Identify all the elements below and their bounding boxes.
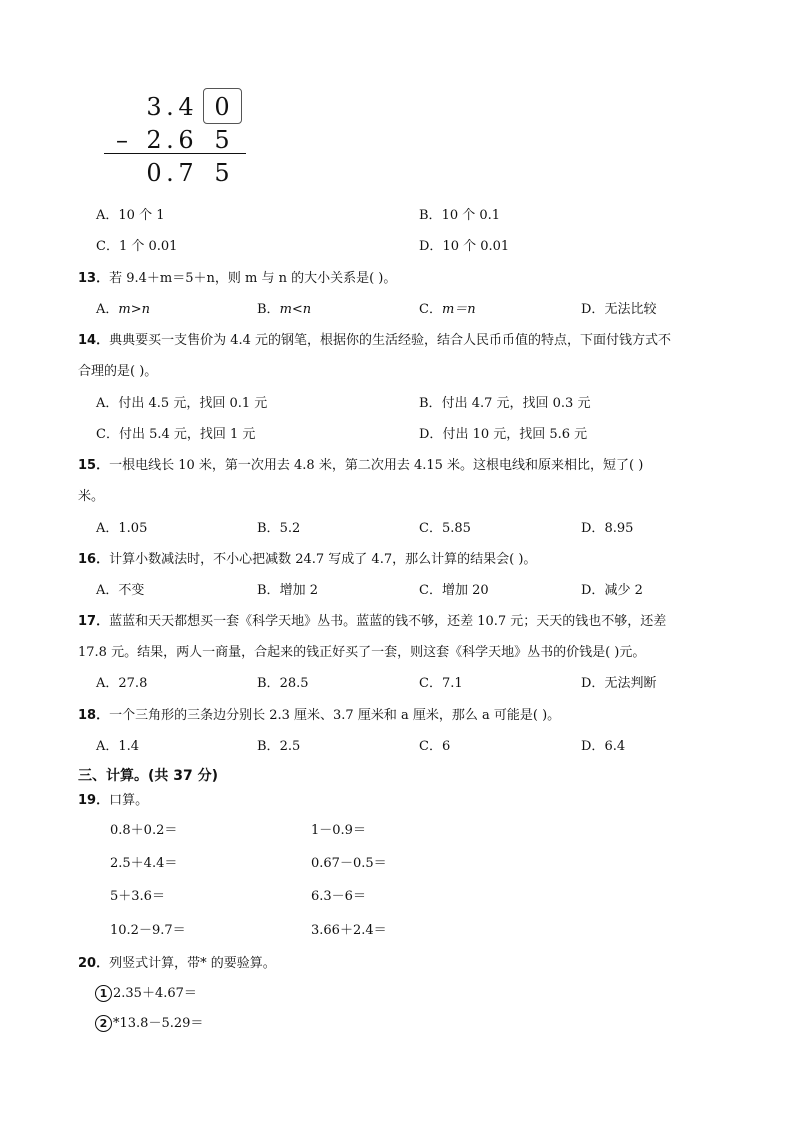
q15-stem-line1 xyxy=(78,457,643,475)
option-text: 7.1 xyxy=(441,676,463,691)
q18-option-b[interactable] xyxy=(257,738,300,756)
q17-option-a[interactable] xyxy=(96,675,147,693)
v-r1-d2: 4 xyxy=(178,93,194,121)
question-text: 一个三角形的三条边分别长 2.3 厘米、3.7 厘米和 a 厘米，那么 a 可能是( )。 xyxy=(109,708,561,723)
section-3-title: 三、计算。(共 37 分) xyxy=(78,768,219,784)
v-r3-d1: 0 xyxy=(146,159,162,187)
option-text: 8.95 xyxy=(604,521,634,536)
option-letter: D． xyxy=(581,302,605,317)
option-letter: D． xyxy=(419,427,443,442)
option-text: 无法判断 xyxy=(604,676,657,691)
q19-left-4: 10.2－9.7＝ xyxy=(110,923,186,938)
option-letter: C． xyxy=(419,583,442,598)
q19-right-2: 0.67－0.5＝ xyxy=(311,856,387,871)
circled-number-2: 2 xyxy=(95,1015,112,1032)
q19-stem xyxy=(78,792,148,810)
option-letter: A． xyxy=(96,302,119,317)
q17-option-d[interactable] xyxy=(581,675,656,693)
q19-right-4: 3.66＋2.4＝ xyxy=(311,923,387,938)
option-text: 6 xyxy=(441,739,451,754)
q14-option-c[interactable] xyxy=(96,426,255,444)
option-text: 付出 5.4 元，找回 1 元 xyxy=(118,427,256,442)
q12-option-d[interactable] xyxy=(419,238,509,256)
option-letter: C． xyxy=(419,676,442,691)
option-letter: D． xyxy=(581,583,605,598)
q12-option-c[interactable] xyxy=(96,238,177,256)
q16-option-c[interactable] xyxy=(419,582,489,600)
q18-stem xyxy=(78,707,560,725)
option-letter: D． xyxy=(581,521,605,536)
option-letter: C． xyxy=(419,739,442,754)
q20-stem xyxy=(78,955,276,973)
q14-stem-line1 xyxy=(78,332,671,350)
v-r2-d3: 5 xyxy=(214,126,230,154)
q16-option-d[interactable] xyxy=(581,582,643,600)
q14-option-a[interactable] xyxy=(96,395,267,413)
v-r2-dot: . xyxy=(166,126,174,154)
q13-option-a[interactable] xyxy=(96,301,150,319)
option-text: 无法比较 xyxy=(604,302,657,317)
q13-option-b[interactable] xyxy=(257,301,311,319)
q14-option-b[interactable] xyxy=(419,395,590,413)
item-text: *13.8－5.29＝ xyxy=(113,1016,204,1031)
q19-left-2: 2.5＋4.4＝ xyxy=(110,856,178,871)
option-text: 增加 2 xyxy=(279,583,318,598)
q17-stem-line1 xyxy=(78,613,666,631)
question-text: 典典要买一支售价为 4.4 元的钢笔，根据你的生活经验，结合人民币币值的特点，下面付钱方式不 xyxy=(109,333,672,348)
q18-option-c[interactable] xyxy=(419,738,450,756)
q20-item-2 xyxy=(95,1015,203,1033)
option-letter: B． xyxy=(257,521,280,536)
option-letter: A． xyxy=(96,676,119,691)
q16-option-a[interactable] xyxy=(96,582,144,600)
option-text: 付出 10 元，找回 5.6 元 xyxy=(442,427,588,442)
q14-option-d[interactable] xyxy=(419,426,587,444)
option-letter: A． xyxy=(96,739,119,754)
option-letter: C． xyxy=(96,239,119,254)
question-text: 若 9.4＋m＝5＋n，则 m 与 n 的大小关系是( )。 xyxy=(109,271,397,286)
option-letter: B． xyxy=(257,302,280,317)
item-text: 2.35＋4.67＝ xyxy=(113,986,197,1001)
option-text: m<n xyxy=(279,302,312,317)
q19-left-1: 0.8＋0.2＝ xyxy=(110,823,178,838)
option-letter: D． xyxy=(581,739,605,754)
q17-stem-line2: 17.8 元。结果，两人一商量，合起来的钱正好买了一套，则这套《科学天地》丛书的价钱是( )元。 xyxy=(78,645,646,660)
question-text: 口算。 xyxy=(109,793,149,808)
option-text: 28.5 xyxy=(279,676,309,691)
question-number: 13． xyxy=(78,271,110,286)
v-r2-d1: 2 xyxy=(146,126,162,154)
option-text: m>n xyxy=(118,302,150,317)
option-letter: D． xyxy=(581,676,605,691)
option-letter: A． xyxy=(96,396,119,411)
option-text: 27.8 xyxy=(118,676,148,691)
option-letter: A． xyxy=(96,521,119,536)
option-letter: A． xyxy=(96,208,119,223)
v-r2-d2: 6 xyxy=(178,126,194,154)
q15-option-a[interactable] xyxy=(96,520,147,538)
v-r3-d2: 7 xyxy=(178,159,194,187)
q18-option-d[interactable] xyxy=(581,738,625,756)
option-letter: C． xyxy=(419,302,442,317)
q13-option-d[interactable] xyxy=(581,301,656,319)
q15-option-b[interactable] xyxy=(257,520,300,538)
option-text: 10 个 1 xyxy=(118,208,165,223)
q14-stem-line2: 合理的是( )。 xyxy=(78,364,158,379)
question-number: 20． xyxy=(78,956,110,971)
q18-option-a[interactable] xyxy=(96,738,139,756)
option-text: m＝n xyxy=(441,302,476,317)
v-r1-dot: . xyxy=(166,93,174,121)
question-number: 14． xyxy=(78,333,110,348)
q13-stem xyxy=(78,270,396,288)
q15-stem-line2: 米。 xyxy=(78,489,105,504)
option-text: 付出 4.5 元，找回 0.1 元 xyxy=(118,396,268,411)
v-r1-d1: 3 xyxy=(146,93,162,121)
question-number: 16． xyxy=(78,552,110,567)
option-letter: B． xyxy=(257,739,280,754)
q15-option-d[interactable] xyxy=(581,520,633,538)
option-text: 付出 4.7 元，找回 0.3 元 xyxy=(441,396,591,411)
option-text: 10 个 0.1 xyxy=(441,208,501,223)
q15-option-c[interactable] xyxy=(419,520,471,538)
option-text: 1.05 xyxy=(118,521,148,536)
option-text: 5.85 xyxy=(441,521,471,536)
v-r3-d3: 5 xyxy=(214,159,230,187)
option-letter: B． xyxy=(419,396,442,411)
v-r1-d3: 0 xyxy=(214,93,230,121)
circled-number-1: 1 xyxy=(95,985,112,1002)
option-letter: C． xyxy=(96,427,119,442)
q16-option-b[interactable] xyxy=(257,582,318,600)
option-text: 1.4 xyxy=(118,739,140,754)
question-text: 一根电线长 10 米，第一次用去 4.8 米，第二次用去 4.15 米。这根电线和原来相比，短了( ) xyxy=(109,458,644,473)
option-letter: A． xyxy=(96,583,119,598)
option-text: 不变 xyxy=(118,583,145,598)
option-text: 10 个 0.01 xyxy=(442,239,510,254)
option-text: 6.4 xyxy=(604,739,626,754)
option-letter: B． xyxy=(419,208,442,223)
q12-option-a[interactable] xyxy=(96,207,164,225)
q19-left-3: 5＋3.6＝ xyxy=(110,889,165,904)
q19-right-1: 1－0.9＝ xyxy=(311,823,366,838)
option-letter: C． xyxy=(419,521,442,536)
option-letter: B． xyxy=(257,676,280,691)
q19-right-3: 6.3－6＝ xyxy=(311,889,366,904)
q16-stem xyxy=(78,551,536,569)
option-text: 2.5 xyxy=(279,739,301,754)
option-letter: B． xyxy=(257,583,280,598)
sum-line xyxy=(104,153,246,154)
question-number: 17． xyxy=(78,614,110,629)
option-text: 1 个 0.01 xyxy=(118,239,178,254)
q20-item-1 xyxy=(95,985,197,1003)
question-number: 15． xyxy=(78,458,110,473)
question-text: 列竖式计算，带* 的要验算。 xyxy=(109,956,276,971)
v-r3-dot: . xyxy=(166,159,174,187)
minus-sign: – xyxy=(116,126,128,154)
option-text: 减少 2 xyxy=(604,583,643,598)
q17-option-c[interactable] xyxy=(419,675,463,693)
question-number: 18． xyxy=(78,708,110,723)
question-number: 19． xyxy=(78,793,110,808)
q17-option-b[interactable] xyxy=(257,675,309,693)
question-text: 蓝蓝和天天都想买一套《科学天地》丛书。蓝蓝的钱不够，还差 10.7 元；天天的钱也不够，还差 xyxy=(109,614,667,629)
option-text: 增加 20 xyxy=(441,583,489,598)
option-letter: D． xyxy=(419,239,443,254)
option-text: 5.2 xyxy=(279,521,301,536)
q12-option-b[interactable] xyxy=(419,207,500,225)
question-text: 计算小数减法时，不小心把减数 24.7 写成了 4.7，那么计算的结果会( )。 xyxy=(109,552,537,567)
q13-option-c[interactable] xyxy=(419,301,476,319)
